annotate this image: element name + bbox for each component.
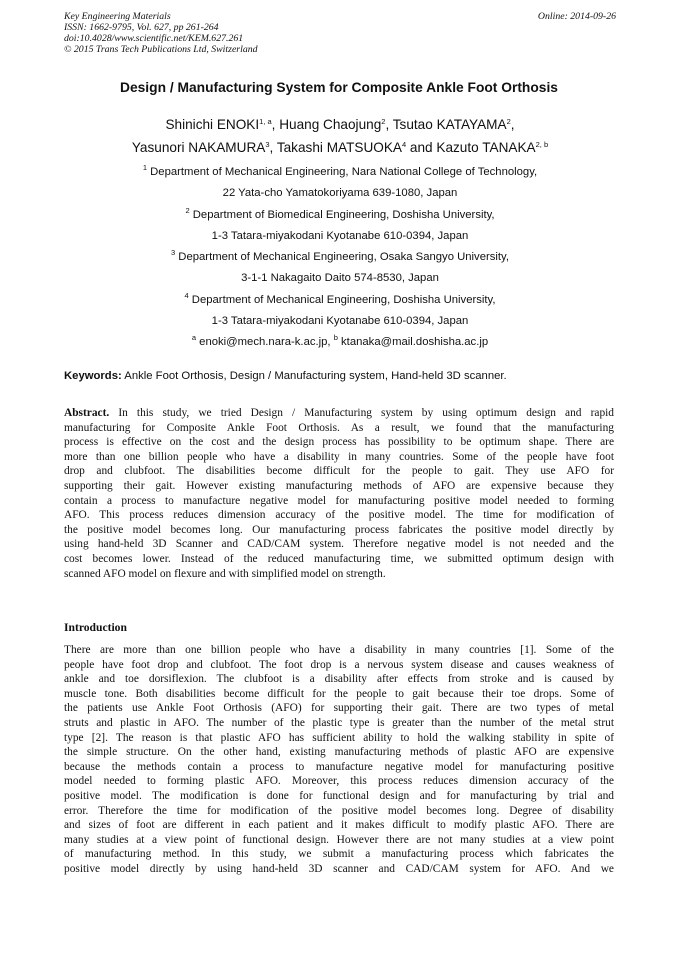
author-sep: ,	[510, 117, 515, 132]
journal-header	[64, 11, 258, 55]
abstract-line: contain a process to manufacture negative model for manufacturing positive model needed to forming	[64, 494, 614, 507]
intro-line: ankle and toe dorsiflexion. The clubfoot is a disability after effects from stroke and is caused by	[64, 673, 614, 686]
abstract-line: cost becomes lower. Instead of the reduced manufacturing time, we submitted optimum design with	[64, 552, 614, 565]
affiliation-dept-text: Department of Mechanical Engineering, Doshisha University,	[188, 293, 496, 306]
email-sup: a	[191, 333, 197, 343]
intro-line: the simple structure. On the other hand, existing manufacturing methods of plastic AFO are expensive	[64, 746, 614, 759]
intro-line: many studies at a view point of functional design. However there are not many studies at a view point	[64, 833, 614, 846]
author-sup: 2	[506, 117, 511, 126]
email-address[interactable]: enoki@mech.nara-k.ac.jp,	[196, 336, 334, 349]
affiliation-address: 3-1-1 Nakagaito Daito 574-8530, Japan	[241, 272, 439, 285]
affiliation-sup: 1	[142, 163, 147, 172]
section-heading-introduction: Introduction	[64, 621, 127, 634]
intro-line: struts and plastic in AFO. The number of the plastic type is greater than the number of the metal strut	[64, 716, 614, 729]
affiliation-dept	[40, 247, 640, 268]
abstract-line: using hand-held 3D Scanner and CAD/CAM system. Therefore negative model is not needed and the	[64, 538, 614, 551]
affiliation-address: 1-3 Tatara-miyakodani Kyotanabe 610-0394, Japan	[211, 229, 469, 242]
author-name: , Tsutao KATAYAMA	[385, 117, 507, 132]
abstract-line: scanned AFO model on flexure and with simplified model on strength.	[64, 567, 386, 580]
intro-line: model needed to forming plastic AFO. Moreover, this process reduces dimension accuracy of the	[64, 775, 614, 788]
copyright-line: © 2015 Trans Tech Publications Ltd, Switzerland	[64, 44, 258, 55]
abstract-line: the positive model becomes long. Our manufacturing process fabricates the positive model directly by	[64, 523, 614, 536]
intro-line: There are more than one billion people who have a disability in many countries [1]. Some of the	[64, 644, 614, 656]
affiliation-dept	[40, 205, 640, 226]
affiliation-sup: 3	[170, 248, 176, 258]
keywords	[64, 370, 507, 382]
author-list	[40, 113, 640, 159]
author-sup: 1, a	[259, 117, 272, 126]
affiliation-dept	[40, 290, 640, 311]
author-name: Yasunori NAKAMURA	[131, 140, 266, 155]
author-sup: 4	[401, 140, 407, 149]
journal-name: Key Engineering Materials	[64, 11, 171, 22]
abstract-line: drop and clubfoot. The disabilities become difficult for the people to gait. They use AFO for	[64, 465, 614, 478]
email-sup: b	[333, 333, 338, 343]
affiliation-dept-text: Department of Mechanical Engineering, Osaka Sangyo University,	[175, 251, 509, 264]
affiliation-address: 22 Yata-cho Yamatokoriyama 639-1080, Japan	[222, 187, 458, 200]
email-address[interactable]: ktanaka@mail.doshisha.ac.jp	[337, 336, 489, 349]
intro-line: muscle tone. Both disabilities become difficult for the people to gait because their toe drops. Some of	[64, 687, 614, 700]
intro-line: people have foot drop and clubfoot. The foot drop is a nervous system disease and causes weakness of	[64, 658, 614, 671]
author-sup: 2, b	[535, 140, 549, 149]
intro-line: positive model directly by using hand-held 3D scanner and CAD/CAM system for AFO. And we	[64, 862, 614, 875]
abstract-label: Abstract.	[64, 407, 110, 419]
author-sup: 3	[265, 140, 270, 149]
intro-line: and sizes of foot are different in each patient and it makes difficult to modify plastic AFO. There are	[64, 819, 614, 832]
intro-line: because the methods contain a process to manufacture negative model for manufacturing positive	[64, 760, 614, 773]
abstract	[64, 406, 614, 581]
affiliation-sup: 2	[185, 205, 190, 215]
abstract-line: manufacturing for Composite Ankle Foot Orthosis. As a result, we found that the manufacturing	[64, 421, 614, 434]
affiliation-address: 1-3 Tatara-miyakodani Kyotanabe 610-0394, Japan	[211, 315, 469, 328]
affiliation-sup: 4	[184, 290, 189, 300]
affiliation-dept	[40, 162, 640, 183]
author-line-1	[40, 113, 640, 136]
email-line	[40, 332, 640, 353]
abstract-line: more than one billion people who have a disability in many countries. Some of the people have foot	[64, 450, 614, 463]
doi-line[interactable]: doi:10.4028/www.scientific.net/KEM.627.261	[64, 33, 244, 44]
issn-line: ISSN: 1662-9795, Vol. 627, pp 261-264	[64, 22, 219, 33]
affiliation-list	[40, 162, 640, 354]
abstract-line: process is effective on the cost and the design process has possibility to be optimum shape. There are	[64, 436, 614, 449]
intro-line: type [2]. The reason is that plastic AFO has sufficient ability to hold the walking stability in spite of	[64, 731, 614, 744]
author-sup: 2	[381, 117, 386, 126]
introduction-body	[64, 643, 614, 877]
paper-title: Design / Manufacturing System for Composite Ankle Foot Orthosis	[120, 80, 558, 95]
affiliation-dept-text: Department of Biomedical Engineering, Doshisha University,	[189, 208, 495, 221]
author-name: Shinichi ENOKI	[165, 117, 260, 132]
intro-line: the patients use Ankle Foot Orthosis (AFO) for supporting their gait. There are two types of metal	[64, 702, 614, 715]
author-name: and Kazuto TANAKA	[406, 140, 536, 155]
abstract-line: supporting their gait. However existing manufacturing methods of AFO are expensive because they	[64, 479, 614, 492]
author-line-2	[40, 136, 640, 159]
abstract-text: In this study, we tried Design / Manufacturing system by using optimum design and rapid	[109, 407, 614, 419]
online-date: Online: 2014-09-26	[537, 11, 616, 22]
abstract-line: AFO. This process reduces dimension accuracy of the positive model. The time for modification of	[64, 509, 614, 522]
intro-line: of manufacturing method. In this study, we submit a manufacturing process which fabricates the	[64, 848, 614, 861]
intro-line: error. Therefore the time for modification of the positive model becomes long. Degree of disability	[64, 804, 614, 817]
author-name: , Huang Chaojung	[271, 117, 382, 132]
author-name: , Takashi MATSUOKA	[269, 140, 402, 155]
abstract-line	[64, 406, 614, 421]
keywords-label: Keywords:	[64, 370, 122, 382]
affiliation-dept-text: Department of Mechanical Engineering, Nara National College of Technology,	[146, 166, 538, 178]
keywords-text: Ankle Foot Orthosis, Design / Manufacturing system, Hand-held 3D scanner.	[121, 370, 507, 382]
intro-line: positive model. The modification is done for functional design and for manufacturing by trial and	[64, 789, 614, 802]
